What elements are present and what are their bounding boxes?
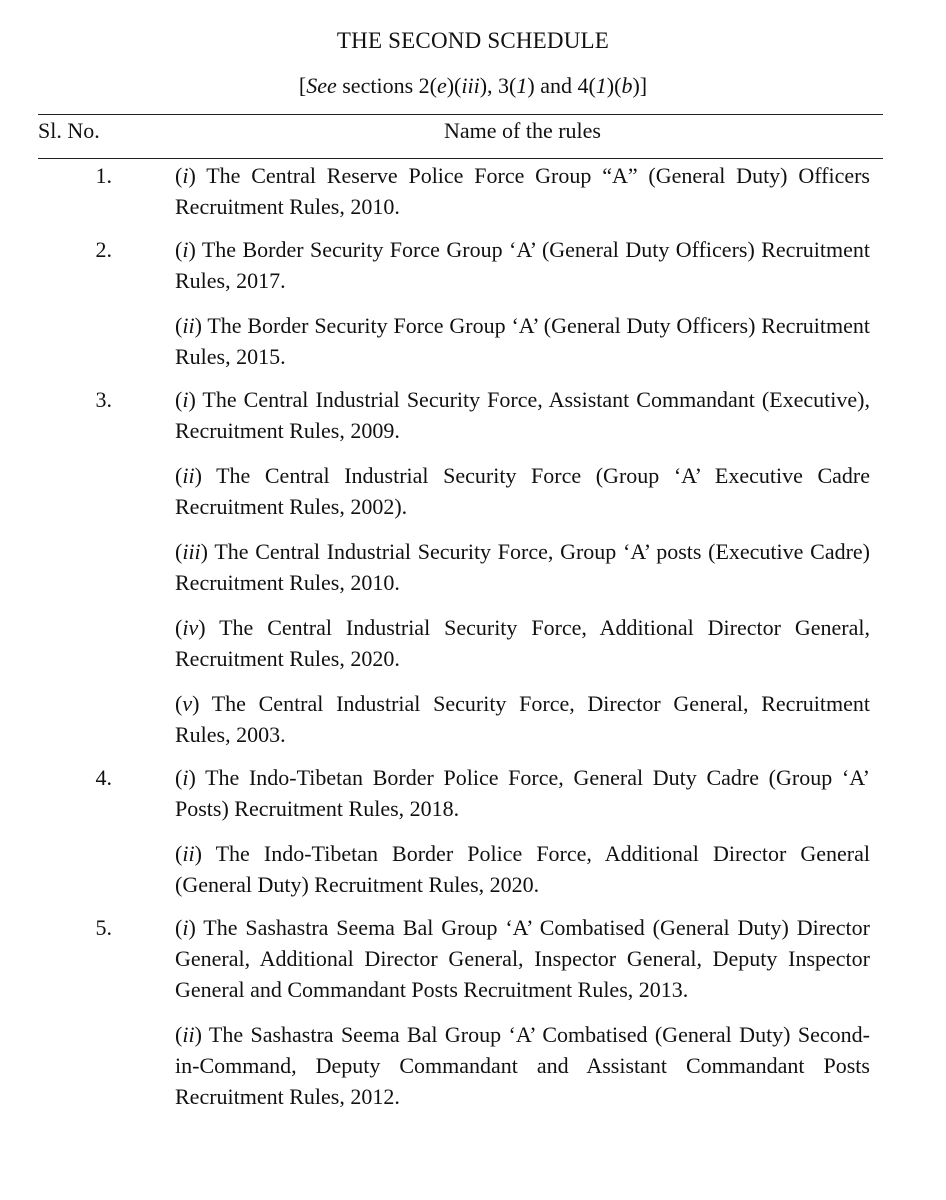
rule-entry [175,762,870,824]
reference-clause: e [436,73,447,98]
rule-entry [175,688,870,750]
paren-open: ( [175,463,183,488]
rule-entry [175,310,870,372]
rule-entry [175,234,870,296]
rule-entry [175,460,870,522]
rule-entry [175,838,870,900]
sub-item-marker: ii [182,313,195,338]
table-row [0,234,946,372]
reference-clause: 1 [516,73,528,98]
rule-text: The Central Industrial Security Force, Director General, Recruitment Rules, 2003. [175,691,870,747]
rule-entry [175,1019,870,1112]
paren-close: ) [200,539,208,564]
reference-see: See [306,73,337,98]
sub-item-marker: i [182,163,189,188]
table-header-rule [38,158,883,159]
reference-close: )] [632,73,648,98]
rule-text: The Central Industrial Security Force, Group ‘A’ posts (Executive Cadre) Recruitment Rules, 2010. [175,539,870,595]
schedule-title: THE SECOND SCHEDULE [336,28,610,53]
paren-open: ( [175,387,183,412]
paren-open: ( [175,539,183,564]
rule-entry [175,612,870,674]
rule-entries [175,234,870,372]
reference-part: )( [446,73,462,98]
serial-number: 1. [95,163,112,188]
rule-text: The Indo-Tibetan Border Police Force, General Duty Cadre (Group ‘A’ Posts) Recruitment Rules, 2018. [175,765,870,821]
reference-clause: 1 [595,73,607,98]
sub-item-marker: i [182,387,189,412]
paren-close: ) [194,313,202,338]
reference-clause: b [621,73,633,98]
sub-item-marker: iv [182,615,199,640]
paren-open: ( [175,765,183,790]
schedule-reference [0,73,946,99]
serial-number: 3. [95,387,112,412]
paren-close: ) [194,841,202,866]
sub-item-marker: ii [182,463,195,488]
reference-part: sections 2( [336,73,437,98]
sub-item-marker: i [182,765,189,790]
rule-text: The Central Industrial Security Force (Group ‘A’ Executive Cadre Recruitment Rules, 2002). [175,463,870,519]
column-header-sl-no: Sl. No. [38,118,100,143]
rule-entries [175,160,870,222]
rule-entry [175,384,870,446]
rule-text: The Border Security Force Group ‘A’ (General Duty Officers) Recruitment Rules, 2015. [175,313,870,369]
sub-item-marker: ii [182,1022,195,1047]
serial-number: 5. [95,915,112,940]
table-row [0,762,946,900]
schedule-rows [0,160,946,1112]
paren-close: ) [188,765,196,790]
paren-close: ) [188,387,196,412]
paren-close: ) [194,1022,202,1047]
table-row [0,912,946,1112]
paren-close: ) [198,615,206,640]
paren-open: ( [175,237,183,262]
reference-part: )( [606,73,622,98]
rule-entries [175,384,870,750]
sub-item-marker: v [182,691,193,716]
rule-entries [175,762,870,900]
rule-text: The Border Security Force Group ‘A’ (General Duty Officers) Recruitment Rules, 2017. [175,237,870,293]
paren-close: ) [188,163,196,188]
sub-item-marker: iii [182,539,201,564]
table-row [0,384,946,750]
serial-number: 4. [95,765,112,790]
sub-item-marker: ii [182,841,195,866]
rule-entry [175,912,870,1005]
reference-part: ) and 4( [527,73,596,98]
table-row [0,160,946,222]
paren-open: ( [175,841,183,866]
rule-text: The Central Industrial Security Force, Additional Director General, Recruitment Rules, 2020. [175,615,870,671]
serial-number: 2. [95,237,112,262]
sub-item-marker: i [182,915,189,940]
rule-text: The Central Reserve Police Force Group “A” (General Duty) Officers Recruitment Rules, 2010. [175,163,870,219]
paren-close: ) [188,237,196,262]
paren-close: ) [188,915,196,940]
paren-close: ) [194,463,202,488]
rule-text: The Indo-Tibetan Border Police Force, Additional Director General (General Duty) Recruitment Rules, 2020. [175,841,870,897]
paren-open: ( [175,615,183,640]
paren-open: ( [175,915,183,940]
paren-open: ( [175,1022,183,1047]
rule-entry [175,536,870,598]
paren-open: ( [175,313,183,338]
rule-text: The Central Industrial Security Force, Assistant Commandant (Executive), Recruitment Rules, 2009. [175,387,870,443]
paren-close: ) [192,691,200,716]
reference-part: ), 3( [479,73,517,98]
reference-open: [ [298,73,307,98]
rule-entries [175,912,870,1112]
rule-text: The Sashastra Seema Bal Group ‘A’ Combatised (General Duty) Second-in-Command, Deputy Commandant and Assistant Commandant Posts Recruitment Rules, 2012. [175,1022,870,1109]
reference-clause: iii [461,73,480,98]
column-header-name: Name of the rules [444,118,601,143]
table-top-rule [38,114,883,115]
rule-entry [175,160,870,222]
sub-item-marker: i [182,237,189,262]
rule-text: The Sashastra Seema Bal Group ‘A’ Combatised (General Duty) Director General, Additional Director General, Inspector General, Deputy Inspector General and Commandant Posts Recruitment Rules, 2013. [175,915,870,1002]
paren-open: ( [175,691,183,716]
paren-open: ( [175,163,183,188]
